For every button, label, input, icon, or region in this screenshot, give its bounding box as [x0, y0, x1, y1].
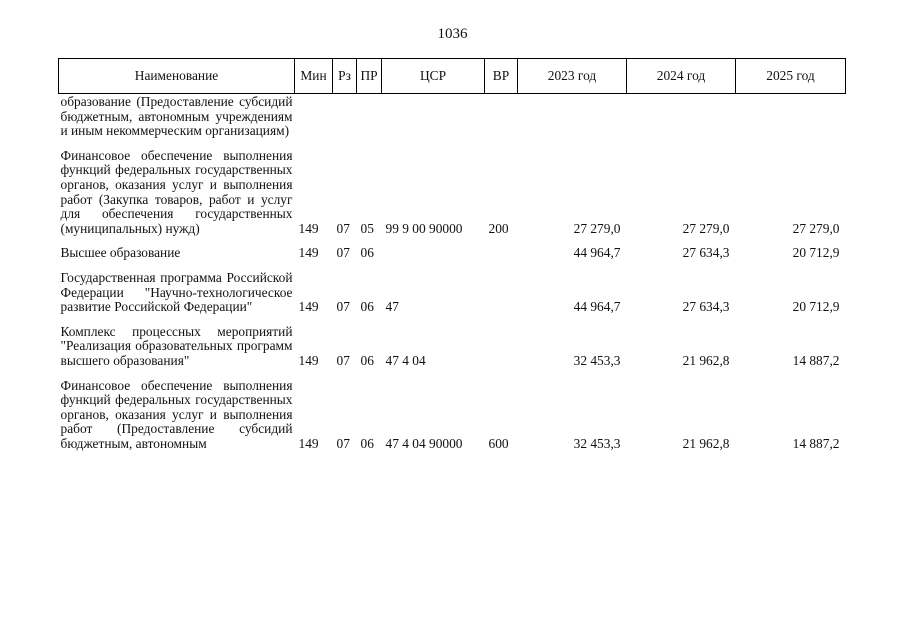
row-2024: 27 279,0	[682, 220, 730, 236]
row-csr	[382, 94, 485, 139]
row-min: 149	[298, 220, 319, 236]
table-row	[59, 139, 846, 237]
row-2023: 32 453,3	[573, 352, 621, 368]
budget-table	[58, 58, 846, 451]
table-row	[59, 369, 846, 452]
page-number: 1036	[437, 26, 468, 42]
header-rz: Рз	[333, 59, 357, 94]
row-pr: 05	[360, 220, 374, 236]
row-2024: 21 962,8	[682, 352, 730, 368]
row-csr: 47 4 04	[385, 352, 426, 368]
row-vr: 600	[488, 435, 509, 451]
header-csr: ЦСР	[382, 59, 485, 94]
row-csr: 47 4 04 90000	[385, 435, 463, 451]
row-2024: 27 634,3	[682, 245, 730, 261]
header-min: Мин	[295, 59, 333, 94]
header-2025: 2025 год	[736, 59, 846, 94]
row-vr	[485, 315, 518, 369]
row-vr	[485, 261, 518, 315]
row-2025: 20 712,9	[792, 245, 840, 261]
row-2023: 44 964,7	[573, 245, 621, 261]
row-name: Государственная программа Российской Федерации "Научно-технологическое развитие Российской Федерации"	[60, 269, 293, 315]
row-min: 149	[298, 245, 319, 261]
row-pr: 06	[360, 435, 374, 451]
row-csr: 47	[385, 299, 399, 315]
header-2024: 2024 год	[627, 59, 736, 94]
table-row	[59, 94, 846, 139]
header-name: Наименование	[59, 59, 295, 94]
row-2023: 27 279,0	[573, 220, 621, 236]
row-csr	[382, 236, 485, 261]
header-vr: ВР	[485, 59, 518, 94]
table-row	[59, 315, 846, 369]
row-rz: 07	[336, 299, 350, 315]
row-csr: 99 9 00 90000	[385, 220, 463, 236]
header-pr: ПР	[357, 59, 382, 94]
row-name: Финансовое обеспечение выполнения функций федеральных государственных органов, оказания услуг и выполнения работ (Закупка товаров, работ и услуг для обеспечения государственных (муниципальных) нужд)	[60, 147, 293, 236]
row-vr	[485, 236, 518, 261]
table-header-row	[59, 59, 846, 94]
row-2025	[736, 94, 846, 139]
row-2025: 14 887,2	[792, 352, 840, 368]
row-rz: 07	[336, 220, 350, 236]
row-2025: 27 279,0	[792, 220, 840, 236]
row-name: Финансовое обеспечение выполнения функций федеральных государственных органов, оказания услуг и выполнения работ (Предоставление субсидий бюджетным, автономным	[60, 377, 293, 451]
row-min: 149	[298, 352, 319, 368]
row-2025: 20 712,9	[792, 299, 840, 315]
row-name: Высшее образование	[60, 245, 181, 261]
row-2024	[627, 94, 736, 139]
row-min: 149	[298, 299, 319, 315]
row-rz: 07	[336, 352, 350, 368]
row-pr	[357, 94, 382, 139]
row-rz: 07	[336, 245, 350, 261]
row-2024: 27 634,3	[682, 299, 730, 315]
row-pr: 06	[360, 245, 374, 261]
row-2023	[518, 94, 627, 139]
row-name: образование (Предоставление субсидий бюджетным, автономным учреждениям и иным некоммерческим организациям)	[60, 94, 293, 139]
table-row	[59, 261, 846, 315]
row-2025: 14 887,2	[792, 435, 840, 451]
row-name: Комплекс процессных мероприятий "Реализация образовательных программ высшего образования"	[60, 323, 293, 368]
row-2023: 32 453,3	[573, 435, 621, 451]
row-pr: 06	[360, 352, 374, 368]
row-min	[295, 94, 333, 139]
row-vr	[485, 94, 518, 139]
row-pr: 06	[360, 299, 374, 315]
row-rz: 07	[336, 435, 350, 451]
row-2024: 21 962,8	[682, 435, 730, 451]
row-2023: 44 964,7	[573, 299, 621, 315]
table-row	[59, 236, 846, 261]
row-min: 149	[298, 435, 319, 451]
header-2023: 2023 год	[518, 59, 627, 94]
row-rz	[333, 94, 357, 139]
row-vr: 200	[488, 220, 509, 236]
